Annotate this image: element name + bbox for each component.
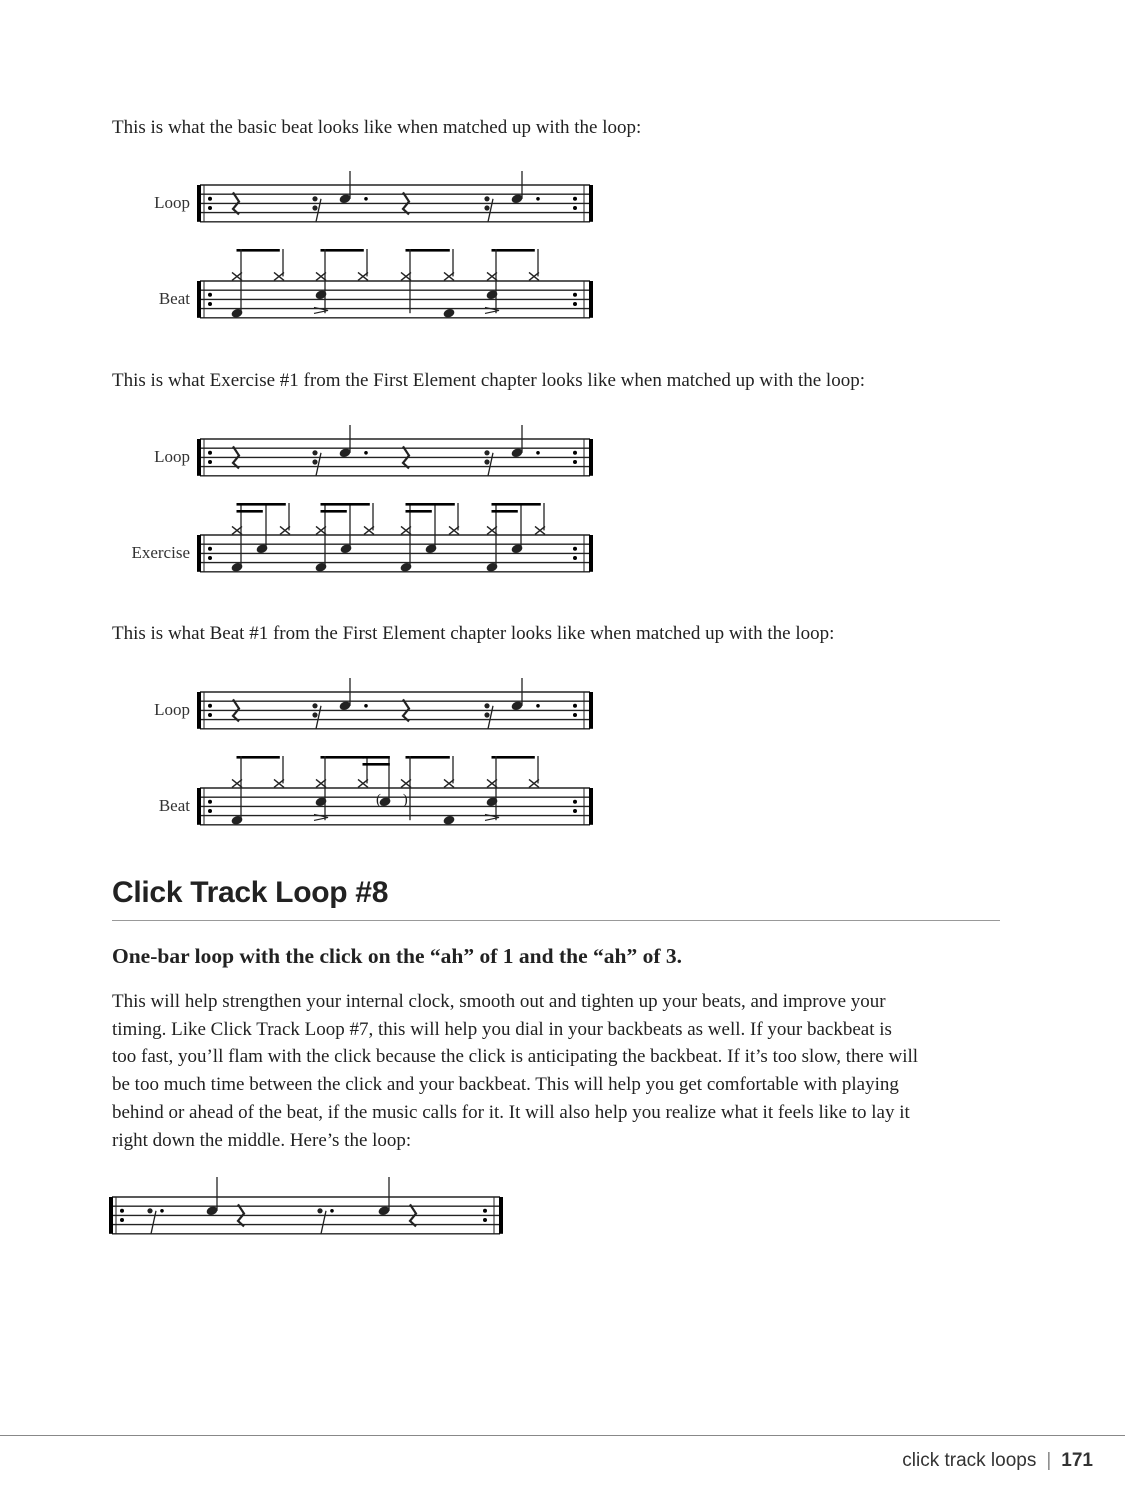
beam bbox=[321, 503, 370, 506]
beam bbox=[363, 763, 390, 766]
rest-flag-dot bbox=[312, 450, 317, 455]
dot bbox=[364, 451, 368, 455]
rest-flag-dot bbox=[484, 459, 489, 464]
section-title: Click Track Loop #8 bbox=[112, 876, 389, 909]
rest-flag-dot bbox=[312, 703, 317, 708]
repeat-barline-thick bbox=[197, 281, 201, 318]
rest-stem bbox=[488, 199, 493, 222]
repeat-dot bbox=[573, 197, 577, 201]
staff-label-loop: Loop bbox=[154, 193, 190, 212]
rest-flag-dot bbox=[312, 196, 317, 201]
repeat-dot bbox=[208, 197, 212, 201]
repeat-barline-thick bbox=[499, 1197, 503, 1234]
dot bbox=[536, 704, 540, 708]
beam bbox=[321, 756, 364, 759]
repeat-dot bbox=[208, 206, 212, 210]
repeat-dot bbox=[208, 713, 212, 717]
repeat-dot bbox=[208, 800, 212, 804]
repeat-dot bbox=[120, 1218, 124, 1222]
staff-label-beat: Beat bbox=[158, 289, 190, 308]
repeat-barline-thick bbox=[197, 439, 201, 476]
repeat-barline-thick bbox=[197, 185, 201, 222]
staff-label-loop: Loop bbox=[154, 700, 190, 719]
rest-stem bbox=[316, 453, 321, 476]
dot bbox=[330, 1209, 334, 1213]
dot bbox=[364, 197, 368, 201]
repeat-barline-thick bbox=[197, 692, 201, 729]
repeat-dot bbox=[208, 809, 212, 813]
repeat-dot bbox=[208, 556, 212, 560]
dot bbox=[536, 197, 540, 201]
section-subtitle: One-bar loop with the click on the “ah” of 1 and the “ah” of 3. bbox=[112, 944, 682, 968]
beam bbox=[492, 249, 535, 252]
rest-flag-dot bbox=[484, 450, 489, 455]
staff-label-beat: Beat bbox=[158, 796, 190, 815]
rest-flag-dot bbox=[147, 1208, 152, 1213]
beam bbox=[492, 503, 541, 506]
rest-stem bbox=[488, 453, 493, 476]
rest-flag-dot bbox=[312, 205, 317, 210]
repeat-dot bbox=[573, 293, 577, 297]
repeat-dot bbox=[573, 713, 577, 717]
repeat-dot bbox=[573, 302, 577, 306]
repeat-barline-thick bbox=[109, 1197, 113, 1234]
repeat-barline-thick bbox=[197, 535, 201, 572]
paragraph-line: too fast, you’ll flam with the click because the click is anticipating the backbeat. If it’s too slow, there will bbox=[112, 1046, 919, 1068]
rest-flag-dot bbox=[484, 196, 489, 201]
repeat-dot bbox=[483, 1209, 487, 1213]
intro-text-2: This is what Exercise #1 from the First Element chapter looks like when matched up with the loop: bbox=[112, 370, 865, 391]
rest-flag-dot bbox=[484, 703, 489, 708]
dot bbox=[536, 451, 540, 455]
intro-text-1: This is what the basic beat looks like when matched up with the loop: bbox=[112, 117, 642, 138]
beam bbox=[237, 503, 286, 506]
ghost-note-parentheses: ( ) bbox=[376, 792, 417, 808]
repeat-barline-thick bbox=[589, 185, 593, 222]
repeat-barline-thick bbox=[197, 788, 201, 825]
repeat-barline-thick bbox=[589, 788, 593, 825]
repeat-dot bbox=[208, 547, 212, 551]
dot bbox=[364, 704, 368, 708]
repeat-dot bbox=[573, 704, 577, 708]
rest-stem bbox=[321, 1211, 326, 1234]
paragraph-line: timing. Like Click Track Loop #7, this will help you dial in your backbeats as well. If your backbeat is bbox=[112, 1018, 892, 1040]
rest-stem bbox=[151, 1211, 156, 1234]
repeat-dot bbox=[573, 800, 577, 804]
rest-flag-dot bbox=[317, 1208, 322, 1213]
chapter-name: click track loops bbox=[902, 1450, 1037, 1471]
repeat-barline-thick bbox=[589, 692, 593, 729]
page-number: 171 bbox=[1061, 1450, 1093, 1471]
repeat-dot bbox=[208, 460, 212, 464]
beam bbox=[406, 249, 450, 252]
beam bbox=[406, 756, 450, 759]
repeat-barline-thick bbox=[589, 281, 593, 318]
rest-stem bbox=[488, 706, 493, 729]
repeat-dot bbox=[573, 556, 577, 560]
beam bbox=[237, 510, 263, 513]
rest-flag-dot bbox=[312, 459, 317, 464]
repeat-dot bbox=[208, 293, 212, 297]
paragraph-line: be too much time between the click and your backbeat. This will help you get comfortable with playing bbox=[112, 1074, 899, 1096]
repeat-dot bbox=[573, 206, 577, 210]
repeat-dot bbox=[573, 460, 577, 464]
repeat-dot bbox=[483, 1218, 487, 1222]
beam bbox=[321, 249, 364, 252]
paragraph-line: This will help strengthen your internal clock, smooth out and tighten up your beats, and improve your bbox=[112, 991, 886, 1012]
repeat-dot bbox=[120, 1209, 124, 1213]
repeat-barline-thick bbox=[589, 535, 593, 572]
repeat-dot bbox=[208, 704, 212, 708]
beam bbox=[406, 503, 455, 506]
dot bbox=[160, 1209, 164, 1213]
repeat-dot bbox=[208, 302, 212, 306]
footer-separator: | bbox=[1046, 1450, 1052, 1471]
beam bbox=[492, 756, 535, 759]
page-footer bbox=[902, 1450, 1093, 1472]
rest-stem bbox=[316, 706, 321, 729]
rest-flag-dot bbox=[484, 712, 489, 717]
intro-text-3: This is what Beat #1 from the First Element chapter looks like when matched up with the loop: bbox=[112, 623, 835, 644]
beam bbox=[406, 510, 432, 513]
paragraph-line: right down the middle. Here’s the loop: bbox=[112, 1129, 412, 1151]
beam bbox=[321, 510, 347, 513]
repeat-dot bbox=[573, 547, 577, 551]
repeat-dot bbox=[573, 809, 577, 813]
beam bbox=[492, 510, 518, 513]
paragraph-line: behind or ahead of the beat, if the music calls for it. It will also help you realize what it feels like to lay it bbox=[112, 1101, 910, 1123]
staff-label-loop: Loop bbox=[154, 447, 190, 466]
repeat-dot bbox=[573, 451, 577, 455]
beam bbox=[237, 249, 280, 252]
rest-flag-dot bbox=[312, 712, 317, 717]
repeat-dot bbox=[208, 451, 212, 455]
staff-label-exercise: Exercise bbox=[131, 543, 190, 562]
footer-rule bbox=[0, 1435, 1125, 1436]
beam bbox=[237, 756, 280, 759]
rest-stem bbox=[316, 199, 321, 222]
repeat-barline-thick bbox=[589, 439, 593, 476]
beam bbox=[363, 756, 390, 759]
rest-flag-dot bbox=[484, 205, 489, 210]
